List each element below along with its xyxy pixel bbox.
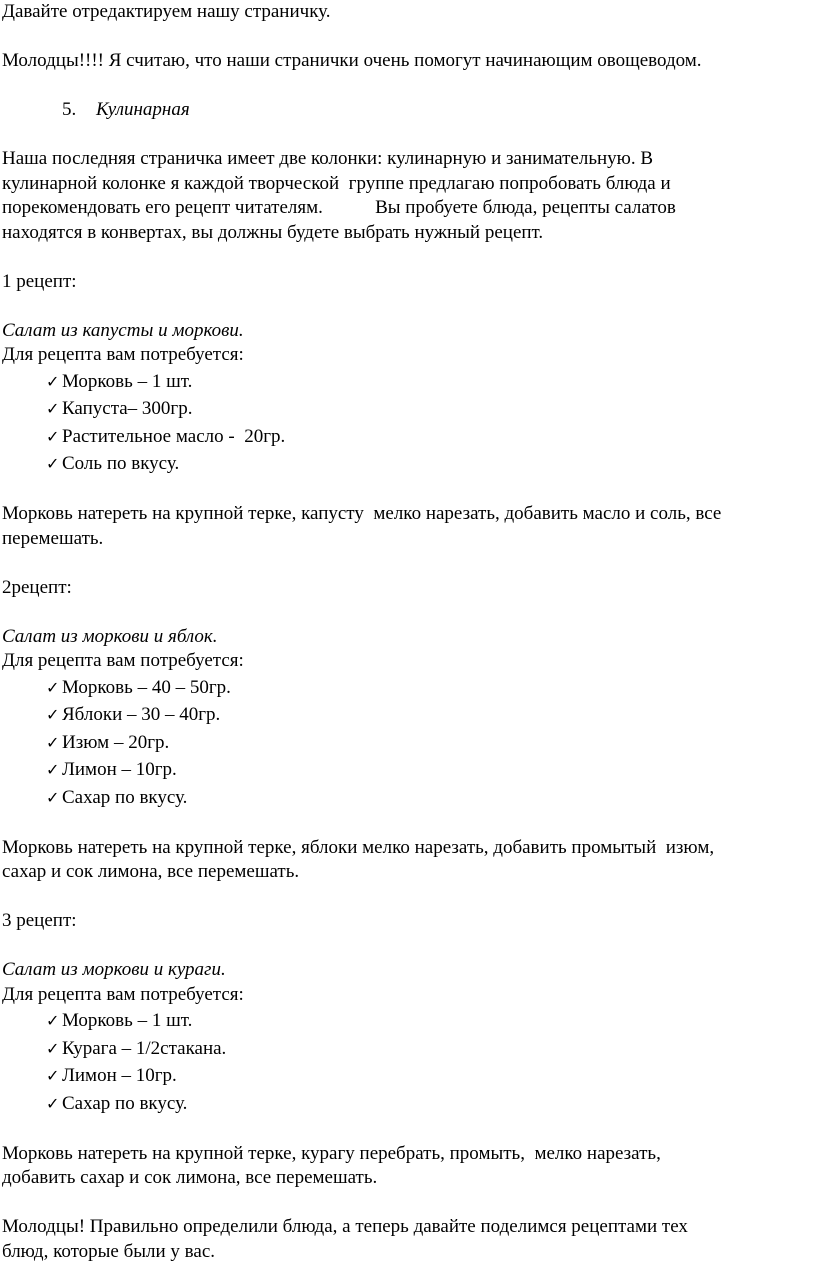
ingredient-item: ✓ Лимон – 10гр. bbox=[2, 1062, 808, 1090]
check-icon: ✓ bbox=[46, 756, 59, 784]
recipe-step: сахар и сок лимона, все перемешать. bbox=[2, 860, 808, 885]
ingredient-item: ✓ Морковь – 1 шт. bbox=[2, 368, 808, 396]
ingredient-list bbox=[2, 674, 808, 812]
check-icon: ✓ bbox=[46, 423, 59, 451]
recipe-heading: 2рецепт: bbox=[2, 576, 808, 601]
check-icon: ✓ bbox=[46, 1035, 59, 1063]
recipe-name: Салат из моркови и кураги. bbox=[2, 958, 808, 983]
ingredient-item: ✓ Сахар по вкусу. bbox=[2, 1090, 808, 1118]
intro-line: Давайте отредактируем нашу страничку. bbox=[2, 0, 808, 25]
closing-line: Молодцы! Правильно определили блюда, а теперь давайте поделимся рецептами тех bbox=[2, 1215, 808, 1240]
check-icon: ✓ bbox=[46, 395, 59, 423]
description-line: Наша последняя страничка имеет две колонки: кулинарную и занимательную. В bbox=[2, 147, 808, 172]
check-icon: ✓ bbox=[46, 729, 59, 757]
recipe-step: Морковь натереть на крупной терке, курагу перебрать, промыть, мелко нарезать, bbox=[2, 1142, 808, 1167]
ingredient-list bbox=[2, 368, 808, 478]
ingredient-item: ✓ Сахар по вкусу. bbox=[2, 784, 808, 812]
ingredient-item: ✓ Курага – 1/2стакана. bbox=[2, 1035, 808, 1063]
check-icon: ✓ bbox=[46, 1062, 59, 1090]
description-line: кулинарной колонке я каждой творческой группе предлагаю попробовать блюда и bbox=[2, 172, 808, 197]
ingredient-item: ✓ Растительное масло - 20гр. bbox=[2, 423, 808, 451]
document-page bbox=[2, 0, 808, 1264]
check-icon: ✓ bbox=[46, 450, 59, 478]
check-icon: ✓ bbox=[46, 784, 59, 812]
section-heading bbox=[2, 98, 808, 123]
description-line: находятся в конвертах, вы должны будете выбрать нужный рецепт. bbox=[2, 221, 808, 246]
ingredient-item: ✓ Яблоки – 30 – 40гр. bbox=[2, 701, 808, 729]
recipe-needs: Для рецепта вам потребуется: bbox=[2, 983, 808, 1008]
ingredient-item: ✓ Капуста– 300гр. bbox=[2, 395, 808, 423]
description-line: порекомендовать его рецепт читателям. Вы пробуете блюда, рецепты салатов bbox=[2, 196, 808, 221]
section-title: Кулинарная bbox=[96, 99, 190, 120]
recipe-name: Салат из капусты и моркови. bbox=[2, 319, 808, 344]
check-icon: ✓ bbox=[46, 368, 59, 396]
recipe-step: добавить сахар и сок лимона, все перемешать. bbox=[2, 1166, 808, 1191]
recipe-heading: 1 рецепт: bbox=[2, 270, 808, 295]
intro-praise: Молодцы!!!! Я считаю, что наши странички очень помогут начинающим овощеводом. bbox=[2, 49, 808, 74]
ingredient-item: ✓ Лимон – 10гр. bbox=[2, 756, 808, 784]
recipe-3 bbox=[2, 909, 808, 1191]
ingredient-list bbox=[2, 1007, 808, 1117]
recipe-step: перемешать. bbox=[2, 527, 808, 552]
check-icon: ✓ bbox=[46, 674, 59, 702]
ingredient-item: ✓ Соль по вкусу. bbox=[2, 450, 808, 478]
recipe-step: Морковь натереть на крупной терке, яблоки мелко нарезать, добавить промытый изюм, bbox=[2, 836, 808, 861]
check-icon: ✓ bbox=[46, 701, 59, 729]
recipe-heading: 3 рецепт: bbox=[2, 909, 808, 934]
check-icon: ✓ bbox=[46, 1090, 59, 1118]
ingredient-item: ✓ Изюм – 20гр. bbox=[2, 729, 808, 757]
ingredient-item: ✓ Морковь – 40 – 50гр. bbox=[2, 674, 808, 702]
recipe-name: Салат из моркови и яблок. bbox=[2, 625, 808, 650]
description-paragraph bbox=[2, 147, 808, 245]
section-number: 5. bbox=[62, 98, 96, 123]
recipe-1 bbox=[2, 270, 808, 552]
closing-line: блюд, которые были у вас. bbox=[2, 1240, 808, 1264]
recipe-step: Морковь натереть на крупной терке, капусту мелко нарезать, добавить масло и соль, все bbox=[2, 502, 808, 527]
recipe-2 bbox=[2, 576, 808, 885]
recipe-needs: Для рецепта вам потребуется: bbox=[2, 649, 808, 674]
check-icon: ✓ bbox=[46, 1007, 59, 1035]
ingredient-item: ✓ Морковь – 1 шт. bbox=[2, 1007, 808, 1035]
recipe-needs: Для рецепта вам потребуется: bbox=[2, 343, 808, 368]
